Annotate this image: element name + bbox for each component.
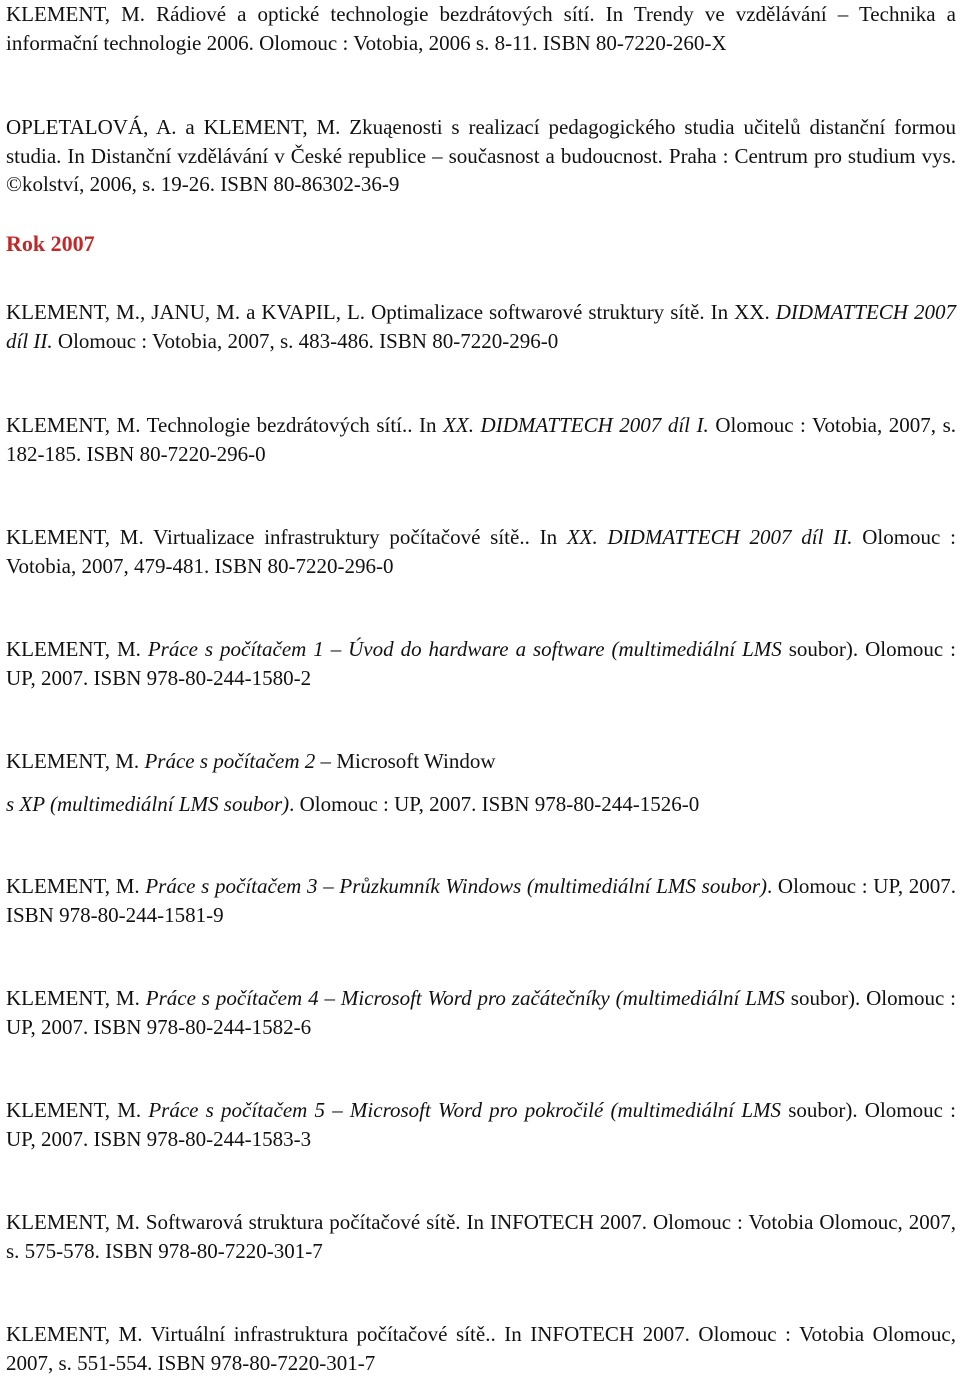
bibliography-entry (6, 411, 956, 468)
entry-italic-title: XX. DIDMATTECH 2007 díl II. (566, 525, 853, 549)
entry-italic-title: Práce s počítačem 2 – (144, 749, 332, 773)
bibliography-entry (6, 747, 956, 776)
entry-text: Olomouc : Votobia, 2007, s. 182-185. ISBN 80-7220-296-0 (6, 413, 957, 466)
entry-italic-title: Práce s počítačem 4 – Microsoft Word pro začátečníky (multimediální LMS (145, 986, 785, 1010)
entry-author: KLEMENT, M. (6, 413, 141, 437)
entry-text: Rádiové a optické technologie bezdrátových sítí. In Trendy ve vzdělávání – Technika a informační technologie 2006. Olomouc : Votobia, 2006 s. 8-11. ISBN 80-7220-260-X (6, 2, 956, 55)
entry-author: KLEMENT, M. (6, 1098, 142, 1122)
entry-text: . Olomouc : UP, 2007. ISBN 978-80-244-1581-9 (6, 874, 957, 927)
bibliography-entry (6, 298, 956, 355)
entry-text: Virtuální infrastruktura počítačové sítě.. In INFOTECH 2007. Olomouc : Votobia Olomouc, 2007, s. 551-554. ISBN 978-80-7220-301-7 (6, 1322, 956, 1375)
entry-text: Zkuąenosti s realizací pedagogického studia učitelů distanční formou studia. In Distanční vzdělávání v České republice – současnost a budoucnost. Praha : Centrum pro studium vys. ©kolství, 2006, s. 19-26. ISBN 80-86302-36-9 (6, 115, 956, 196)
bibliography-entry (6, 872, 956, 929)
entry-author: KLEMENT, M., JANU, M. a KVAPIL, L. (6, 300, 366, 324)
entry-italic-title: Práce s počítačem 5 – Microsoft Word pro pokročilé (multimediální LMS (148, 1098, 781, 1122)
section-heading-year: Rok 2007 (6, 231, 95, 256)
bibliography-entry (6, 635, 956, 692)
entry-author: KLEMENT, M. (6, 874, 140, 898)
entry-text: Optimalizace softwarové struktury sítě. In XX. (365, 300, 776, 324)
entry-italic-title: DIDMATTECH 2007 díl II. (6, 300, 956, 353)
bibliography-entry-continued (6, 790, 956, 819)
entry-text: Technologie bezdrátových sítí.. In (140, 413, 444, 437)
bibliography-entry (6, 1208, 956, 1265)
entry-text: Microsoft Window (331, 749, 496, 773)
entry-text: soubor). Olomouc : UP, 2007. ISBN 978-80-244-1582-6 (6, 986, 956, 1039)
bibliography-entry (6, 1320, 956, 1377)
entry-text: Olomouc : Votobia, 2007, 479-481. ISBN 80-7220-296-0 (6, 525, 956, 578)
entry-author: KLEMENT, M. (6, 1322, 143, 1346)
entry-italic-title: Práce s počítačem 1 – Úvod do hardware a software (multimediální LMS (147, 637, 782, 661)
bibliography-entry (6, 984, 956, 1041)
entry-text: soubor). Olomouc : UP, 2007. ISBN 978-80-244-1580-2 (6, 637, 957, 690)
entry-text: Olomouc : Votobia, 2007, s. 483-486. ISBN 80-7220-296-0 (52, 328, 559, 353)
entry-italic-title: Práce s počítačem 3 – Průzkumník Windows (multimediální LMS soubor) (145, 874, 767, 898)
entry-italic-title: XX. DIDMATTECH 2007 díl I. (443, 413, 709, 437)
entry-text: soubor). Olomouc : UP, 2007. ISBN 978-80-244-1583-3 (6, 1098, 956, 1151)
bibliography-entry (6, 113, 956, 199)
entry-author: KLEMENT, M. (6, 749, 140, 773)
bibliography-entry (6, 1096, 956, 1153)
entry-text (141, 637, 148, 661)
bibliography-entry (6, 523, 956, 580)
entry-author: KLEMENT, M. (6, 525, 144, 549)
entry-author: OPLETALOVÁ, A. a KLEMENT, M. (6, 115, 341, 139)
bibliography-entry (6, 0, 956, 57)
entry-author: KLEMENT, M. (6, 986, 140, 1010)
entry-italic-title: s XP (multimediální LMS soubor) (6, 792, 290, 816)
entry-author: KLEMENT, M. (6, 2, 146, 26)
entry-author: KLEMENT, M. (6, 1210, 140, 1234)
entry-author: KLEMENT, M. (6, 637, 141, 661)
entry-text: Virtualizace infrastruktury počítačové sítě.. In (143, 525, 567, 549)
entry-text: Softwarová struktura počítačové sítě. In INFOTECH 2007. Olomouc : Votobia Olomouc, 2007, s. 575-578. ISBN 978-80-7220-301-7 (6, 1210, 956, 1263)
entry-text: . Olomouc : UP, 2007. ISBN 978-80-244-1526-0 (289, 792, 700, 816)
